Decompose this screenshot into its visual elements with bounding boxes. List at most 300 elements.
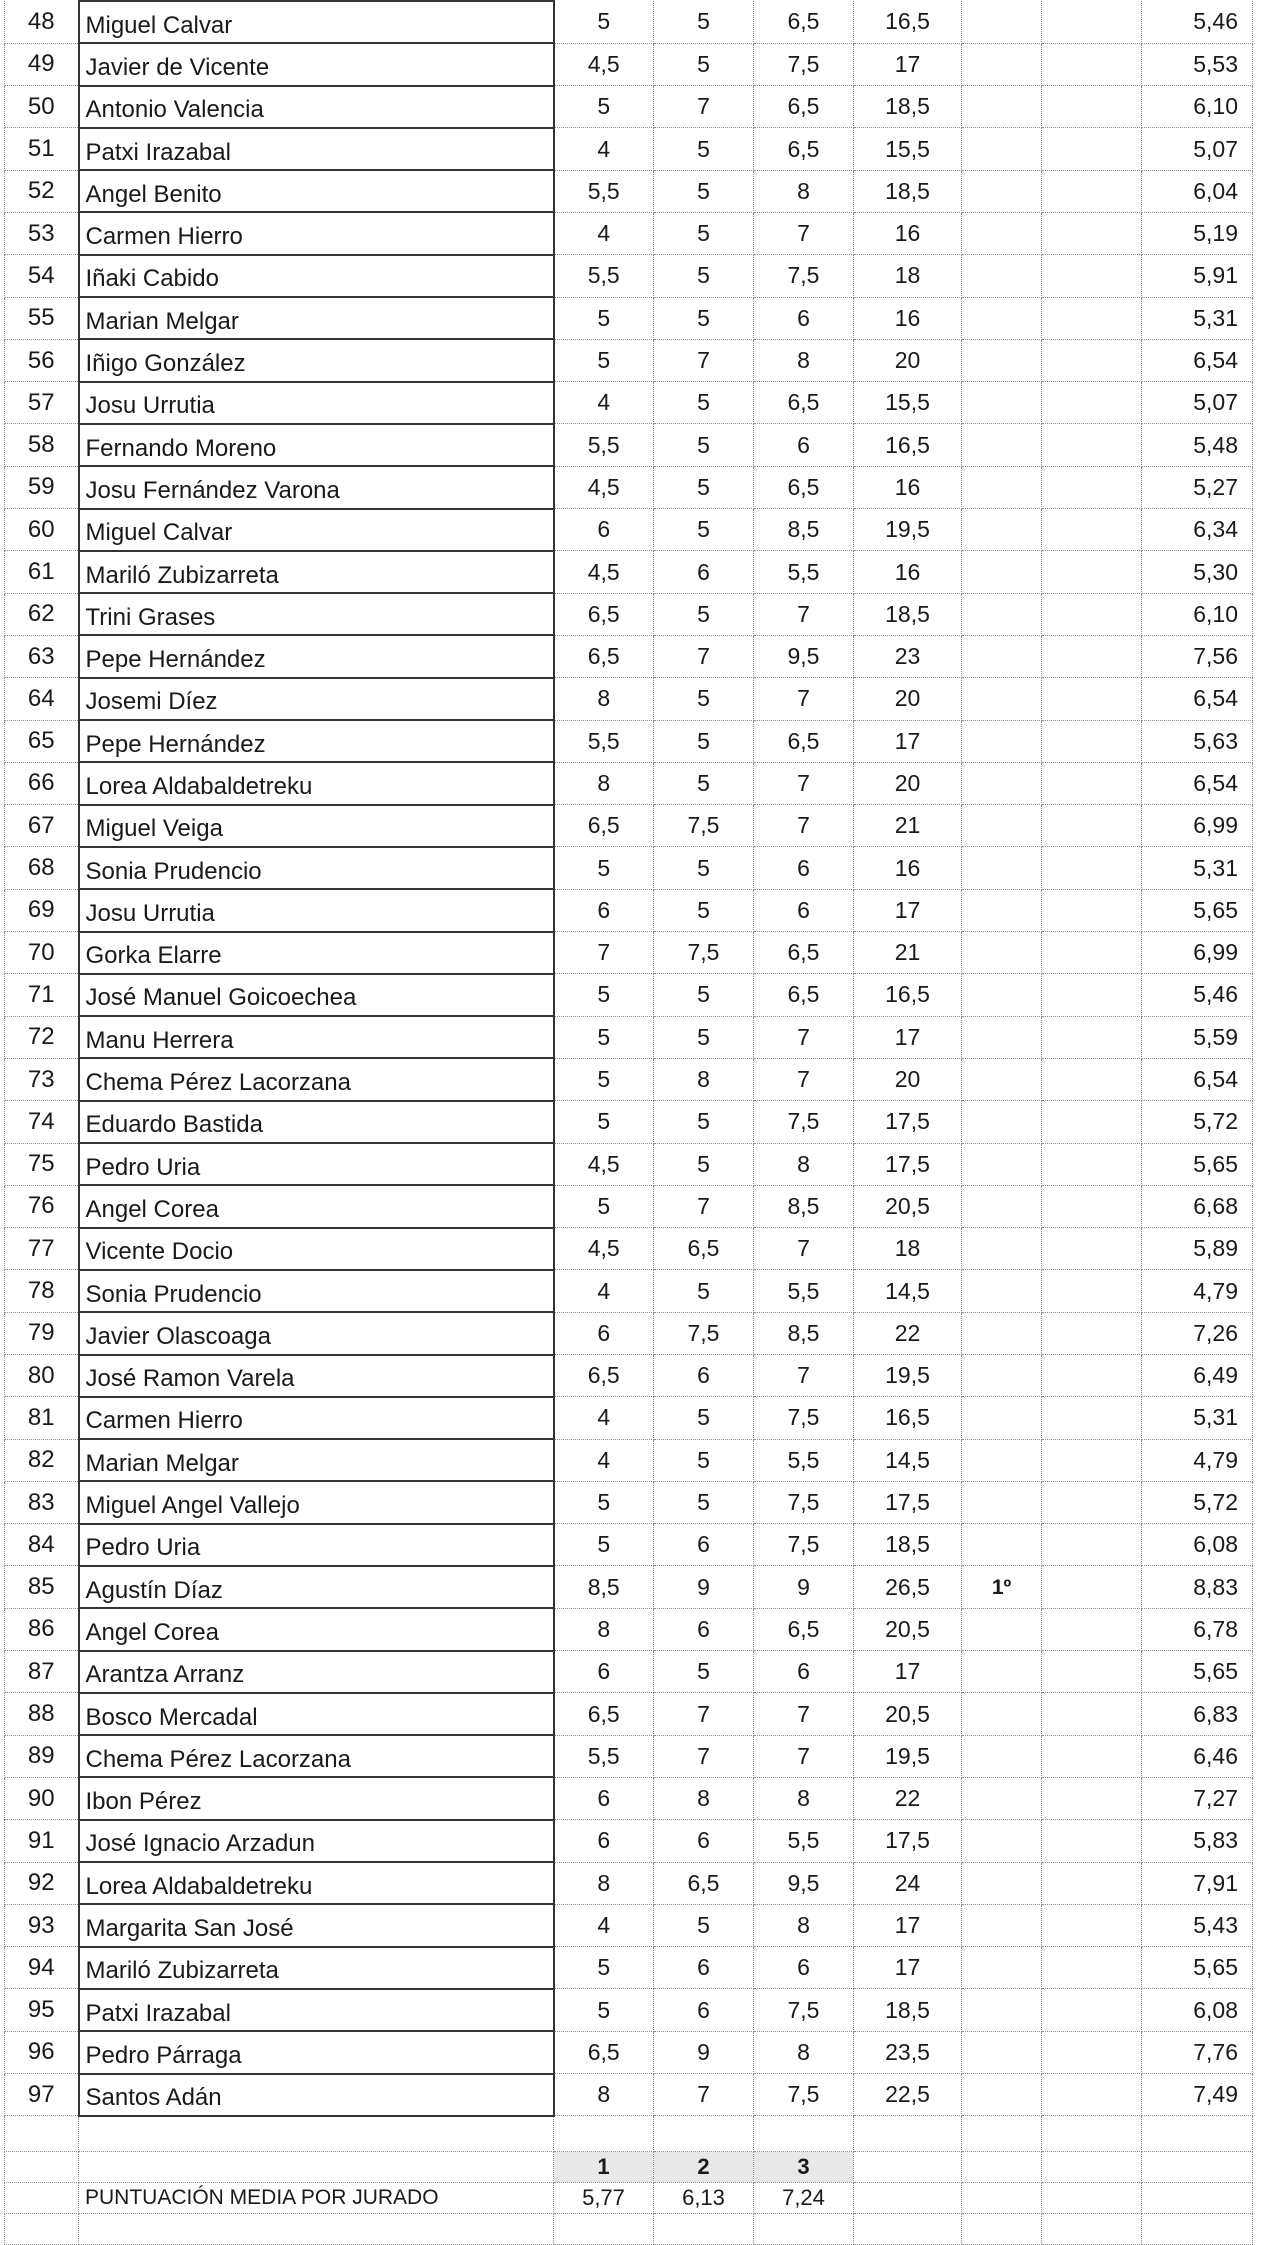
average-score: 5,43 (1142, 1904, 1253, 1946)
participant-name: Iñigo González (79, 339, 554, 381)
jury-3-score: 9,5 (754, 1862, 854, 1904)
empty-cell (1042, 1862, 1142, 1904)
jury-2-score: 5 (654, 1101, 754, 1143)
total-score: 21 (854, 805, 962, 847)
empty-cell (1042, 847, 1142, 889)
total-score: 20,5 (854, 1608, 962, 1650)
jury-1-score: 5 (554, 1016, 654, 1058)
participant-name: Mariló Zubizarreta (79, 551, 554, 593)
empty-cell (1042, 1608, 1142, 1650)
jury-1-score: 5 (554, 974, 654, 1016)
total-score: 16 (854, 212, 962, 254)
average-score: 5,31 (1142, 297, 1253, 339)
table-row (5, 1820, 1253, 1862)
prize-mark (962, 1989, 1042, 2031)
jury-3-score: 8 (754, 1777, 854, 1819)
prize-mark (962, 297, 1042, 339)
prize-mark (962, 2074, 1042, 2116)
total-score: 16 (854, 551, 962, 593)
prize-mark (962, 635, 1042, 677)
average-score: 6,04 (1142, 170, 1253, 212)
jury-3-score: 8,5 (754, 1312, 854, 1354)
average-score: 6,34 (1142, 509, 1253, 551)
entry-number: 73 (5, 1058, 79, 1100)
participant-name: Arantza Arranz (79, 1651, 554, 1693)
table-row (5, 1566, 1253, 1608)
jury-2-score: 6 (654, 1947, 754, 1989)
jury-3-score: 6 (754, 847, 854, 889)
total-score: 20 (854, 762, 962, 804)
jury-2-score: 6 (654, 1820, 754, 1862)
participant-name: Josu Urrutia (79, 382, 554, 424)
prize-mark (962, 1524, 1042, 1566)
jury-2-score: 5 (654, 678, 754, 720)
jury-3-score: 6,5 (754, 932, 854, 974)
jury-3-score: 5,5 (754, 1820, 854, 1862)
jury-2-score: 5 (654, 1143, 754, 1185)
participant-name: Margarita San José (79, 1904, 554, 1946)
participant-name: Josu Fernández Varona (79, 466, 554, 508)
jury-1-score: 5 (554, 1989, 654, 2031)
jury-1-score: 8 (554, 2074, 654, 2116)
prize-mark (962, 1904, 1042, 1946)
empty-cell (1042, 466, 1142, 508)
participant-name: Miguel Veiga (79, 805, 554, 847)
average-score: 7,49 (1142, 2074, 1253, 2116)
entry-number: 80 (5, 1355, 79, 1397)
entry-number: 81 (5, 1397, 79, 1439)
average-score: 5,65 (1142, 889, 1253, 931)
prize-mark (962, 1693, 1042, 1735)
jury-3-score: 7,5 (754, 43, 854, 85)
participant-name: Patxi Irazabal (79, 1989, 554, 2031)
prize-mark (962, 1101, 1042, 1143)
table-row (5, 1016, 1253, 1058)
participant-name: Javier de Vicente (79, 43, 554, 85)
jury-1-score: 5,5 (554, 1735, 654, 1777)
average-score: 5,30 (1142, 551, 1253, 593)
empty-cell (1042, 424, 1142, 466)
total-score: 23,5 (854, 2031, 962, 2073)
jury-3-score: 6,5 (754, 128, 854, 170)
table-row (5, 678, 1253, 720)
table-row (5, 424, 1253, 466)
average-score: 5,91 (1142, 255, 1253, 297)
total-score: 17 (854, 1651, 962, 1693)
jury-2-score: 5 (654, 847, 754, 889)
average-score: 6,10 (1142, 86, 1253, 128)
average-score: 5,65 (1142, 1947, 1253, 1989)
empty-cell (1042, 974, 1142, 1016)
jury-1-score: 6 (554, 889, 654, 931)
empty-cell (1042, 2074, 1142, 2116)
total-score: 14,5 (854, 1270, 962, 1312)
jury-2-score: 5 (654, 889, 754, 931)
empty-cell (1042, 509, 1142, 551)
average-score: 5,46 (1142, 974, 1253, 1016)
jury-1-score: 5 (554, 1524, 654, 1566)
prize-mark (962, 1228, 1042, 1270)
jury-1-score: 5 (554, 86, 654, 128)
participant-name: Lorea Aldabaldetreku (79, 762, 554, 804)
participant-name: Josemi Díez (79, 678, 554, 720)
total-score: 22 (854, 1777, 962, 1819)
empty-cell (1042, 678, 1142, 720)
jury-2-score: 5 (654, 1397, 754, 1439)
jury-1-score: 5 (554, 1481, 654, 1523)
jury-average-label: PUNTUACIÓN MEDIA POR JURADO (79, 2182, 554, 2213)
table-row (5, 86, 1253, 128)
jury-1-score: 4,5 (554, 43, 654, 85)
entry-number: 52 (5, 170, 79, 212)
total-score: 19,5 (854, 1355, 962, 1397)
entry-number: 85 (5, 1566, 79, 1608)
average-score: 5,46 (1142, 1, 1253, 43)
table-row (5, 1989, 1253, 2031)
empty-cell (1042, 1439, 1142, 1481)
total-score: 20 (854, 1058, 962, 1100)
entry-number: 90 (5, 1777, 79, 1819)
jury-2-score: 5 (654, 1270, 754, 1312)
participant-name: Chema Pérez Lacorzana (79, 1058, 554, 1100)
table-row (5, 509, 1253, 551)
jury-2-score: 5 (654, 1439, 754, 1481)
entry-number: 74 (5, 1101, 79, 1143)
jury-2-score: 8 (654, 1777, 754, 1819)
table-row (5, 1101, 1253, 1143)
jury-1-score: 5 (554, 1185, 654, 1227)
table-row (5, 255, 1253, 297)
prize-mark (962, 762, 1042, 804)
average-score: 5,07 (1142, 382, 1253, 424)
table-row (5, 2031, 1253, 2073)
entry-number: 58 (5, 424, 79, 466)
score-rows (5, 1, 1253, 2116)
jury-1-score: 4 (554, 1270, 654, 1312)
average-score: 5,31 (1142, 1397, 1253, 1439)
jury-2-score: 6 (654, 1608, 754, 1650)
spacer-row (5, 2116, 1253, 2152)
jury-1-score: 6,5 (554, 593, 654, 635)
entry-number: 97 (5, 2074, 79, 2116)
jury-1-score: 5 (554, 1, 654, 43)
jury-3-score: 5,5 (754, 1270, 854, 1312)
prize-mark (962, 1397, 1042, 1439)
entry-number: 50 (5, 86, 79, 128)
jury-2-score: 5 (654, 255, 754, 297)
jury-1-score: 4 (554, 212, 654, 254)
jury-3-score: 6 (754, 297, 854, 339)
table-row (5, 1481, 1253, 1523)
average-score: 5,07 (1142, 128, 1253, 170)
jury-1-score: 5 (554, 297, 654, 339)
participant-name: José Ignacio Arzadun (79, 1820, 554, 1862)
jury-2-score: 9 (654, 1566, 754, 1608)
jury-3-score: 7 (754, 1355, 854, 1397)
total-score: 16 (854, 847, 962, 889)
empty-cell (1042, 1820, 1142, 1862)
jury-3-score: 5,5 (754, 1439, 854, 1481)
prize-mark (962, 1143, 1042, 1185)
participant-name: Pepe Hernández (79, 720, 554, 762)
entry-number: 66 (5, 762, 79, 804)
empty-cell (1042, 720, 1142, 762)
total-score: 18,5 (854, 593, 962, 635)
participant-name: Chema Pérez Lacorzana (79, 1735, 554, 1777)
jury-1-score: 6 (554, 1312, 654, 1354)
empty-cell (1042, 1651, 1142, 1693)
jury-1-score: 6,5 (554, 1355, 654, 1397)
empty-cell (1042, 297, 1142, 339)
jury-3-score: 7 (754, 805, 854, 847)
participant-name: Agustín Díaz (79, 1566, 554, 1608)
empty-cell (1042, 2031, 1142, 2073)
entry-number: 49 (5, 43, 79, 85)
jury-1-score: 4 (554, 1397, 654, 1439)
total-score: 17,5 (854, 1481, 962, 1523)
jury-2-score: 5 (654, 212, 754, 254)
empty-cell (1042, 1989, 1142, 2031)
participant-name: Miguel Calvar (79, 509, 554, 551)
entry-number: 65 (5, 720, 79, 762)
empty-cell (1042, 1735, 1142, 1777)
prize-mark (962, 1735, 1042, 1777)
jury-1-score: 6,5 (554, 1693, 654, 1735)
prize-mark (962, 1312, 1042, 1354)
participant-name: Gorka Elarre (79, 932, 554, 974)
jury-3-score: 7,5 (754, 1101, 854, 1143)
entry-number: 88 (5, 1693, 79, 1735)
table-row (5, 889, 1253, 931)
entry-number: 56 (5, 339, 79, 381)
empty-cell (1042, 382, 1142, 424)
prize-mark (962, 1270, 1042, 1312)
jury-2-score: 5 (654, 1016, 754, 1058)
average-score: 6,54 (1142, 678, 1253, 720)
entry-number: 77 (5, 1228, 79, 1270)
entry-number: 62 (5, 593, 79, 635)
empty-cell (1042, 1777, 1142, 1819)
entry-number: 57 (5, 382, 79, 424)
total-score: 18,5 (854, 86, 962, 128)
total-score: 17 (854, 1016, 962, 1058)
jury-1-score: 5 (554, 1058, 654, 1100)
jury-3-score: 8 (754, 339, 854, 381)
average-score: 6,08 (1142, 1989, 1253, 2031)
jury-3-score: 7 (754, 1058, 854, 1100)
entry-number: 48 (5, 1, 79, 43)
jury-2-score: 5 (654, 297, 754, 339)
average-score: 6,78 (1142, 1608, 1253, 1650)
participant-name: Marian Melgar (79, 297, 554, 339)
jury-header-3: 3 (754, 2151, 854, 2182)
table-row (5, 932, 1253, 974)
empty-cell (1042, 1947, 1142, 1989)
participant-name: Angel Corea (79, 1185, 554, 1227)
table-row (5, 847, 1253, 889)
entry-number: 69 (5, 889, 79, 931)
participant-name: Bosco Mercadal (79, 1693, 554, 1735)
empty-cell (1042, 1481, 1142, 1523)
jury-2-score: 7 (654, 1693, 754, 1735)
total-score: 18 (854, 1228, 962, 1270)
jury-3-score: 8 (754, 170, 854, 212)
total-score: 18,5 (854, 170, 962, 212)
prize-mark (962, 212, 1042, 254)
total-score: 20,5 (854, 1693, 962, 1735)
empty-cell (1042, 86, 1142, 128)
average-score: 5,65 (1142, 1651, 1253, 1693)
participant-name: Trini Grases (79, 593, 554, 635)
empty-cell (1042, 889, 1142, 931)
participant-name: Josu Urrutia (79, 889, 554, 931)
total-score: 19,5 (854, 509, 962, 551)
total-score: 19,5 (854, 1735, 962, 1777)
jury-1-score: 5 (554, 847, 654, 889)
average-score: 6,49 (1142, 1355, 1253, 1397)
prize-mark (962, 678, 1042, 720)
jury-2-score: 5 (654, 509, 754, 551)
entry-number: 93 (5, 1904, 79, 1946)
empty-cell (1042, 1228, 1142, 1270)
total-score: 22,5 (854, 2074, 962, 2116)
jury-2-score: 5 (654, 170, 754, 212)
jury-3-score: 6,5 (754, 86, 854, 128)
jury-2-score: 5 (654, 1481, 754, 1523)
average-score: 7,27 (1142, 1777, 1253, 1819)
entry-number: 67 (5, 805, 79, 847)
jury-1-score: 4,5 (554, 466, 654, 508)
table-row (5, 1735, 1253, 1777)
average-score: 7,91 (1142, 1862, 1253, 1904)
jury-2-score: 7,5 (654, 1312, 754, 1354)
total-score: 17 (854, 889, 962, 931)
jury-1-score: 5,5 (554, 424, 654, 466)
average-score: 6,08 (1142, 1524, 1253, 1566)
table-row (5, 1185, 1253, 1227)
entry-number: 54 (5, 255, 79, 297)
prize-mark (962, 1355, 1042, 1397)
participant-name: Carmen Hierro (79, 212, 554, 254)
jury-1-score: 5,5 (554, 170, 654, 212)
jury-header-row (5, 2151, 1253, 2182)
average-score: 7,56 (1142, 635, 1253, 677)
average-score: 5,72 (1142, 1101, 1253, 1143)
table-row (5, 297, 1253, 339)
jury-1-score: 4,5 (554, 551, 654, 593)
table-row (5, 1693, 1253, 1735)
entry-number: 71 (5, 974, 79, 1016)
jury-3-score: 7,5 (754, 1397, 854, 1439)
prize-mark (962, 1058, 1042, 1100)
average-score: 6,99 (1142, 805, 1253, 847)
total-score: 17,5 (854, 1101, 962, 1143)
prize-mark (962, 86, 1042, 128)
jury-2-score: 7 (654, 339, 754, 381)
empty-cell (1042, 805, 1142, 847)
prize-mark (962, 1862, 1042, 1904)
empty-cell (1042, 551, 1142, 593)
average-score: 6,68 (1142, 1185, 1253, 1227)
empty-cell (1042, 128, 1142, 170)
jury-3-score: 7,5 (754, 1989, 854, 2031)
prize-mark (962, 1947, 1042, 1989)
total-score: 24 (854, 1862, 962, 1904)
average-score: 4,79 (1142, 1439, 1253, 1481)
total-score: 15,5 (854, 382, 962, 424)
total-score: 18 (854, 255, 962, 297)
jury-3-score: 6,5 (754, 466, 854, 508)
entry-number: 70 (5, 932, 79, 974)
jury-3-score: 7 (754, 1228, 854, 1270)
average-score: 5,31 (1142, 847, 1253, 889)
table-row (5, 43, 1253, 85)
participant-name: Vicente Docio (79, 1228, 554, 1270)
participant-name: Carmen Hierro (79, 1397, 554, 1439)
jury-3-score: 9 (754, 1566, 854, 1608)
average-score: 5,27 (1142, 466, 1253, 508)
jury-1-score: 4 (554, 1904, 654, 1946)
jury-3-score: 7,5 (754, 1481, 854, 1523)
table-row (5, 1947, 1253, 1989)
average-score: 6,99 (1142, 932, 1253, 974)
total-score: 17 (854, 1947, 962, 1989)
prize-mark (962, 847, 1042, 889)
prize-mark (962, 889, 1042, 931)
entry-number: 59 (5, 466, 79, 508)
entry-number: 64 (5, 678, 79, 720)
prize-mark (962, 43, 1042, 85)
participant-name: Fernando Moreno (79, 424, 554, 466)
table-footer (5, 2116, 1253, 2245)
average-score: 6,54 (1142, 339, 1253, 381)
empty-cell (1042, 1016, 1142, 1058)
jury-3-score: 7,5 (754, 255, 854, 297)
table-row (5, 805, 1253, 847)
entry-number: 92 (5, 1862, 79, 1904)
prize-mark (962, 339, 1042, 381)
jury-3-score: 8 (754, 1904, 854, 1946)
participant-name: Pedro Párraga (79, 2031, 554, 2073)
empty-cell (1042, 932, 1142, 974)
jury-2-score: 6 (654, 1524, 754, 1566)
jury-3-score: 9,5 (754, 635, 854, 677)
entry-number: 51 (5, 128, 79, 170)
table-row (5, 128, 1253, 170)
jury-3-score: 7 (754, 1693, 854, 1735)
average-score: 5,72 (1142, 1481, 1253, 1523)
jury-1-score: 5,5 (554, 255, 654, 297)
prize-mark (962, 932, 1042, 974)
participant-name: Angel Corea (79, 1608, 554, 1650)
entry-number: 82 (5, 1439, 79, 1481)
participant-name: Pepe Hernández (79, 635, 554, 677)
jury-1-score: 8,5 (554, 1566, 654, 1608)
average-score: 5,19 (1142, 212, 1253, 254)
jury-3-score: 6,5 (754, 382, 854, 424)
table-row (5, 1270, 1253, 1312)
entry-number: 78 (5, 1270, 79, 1312)
jury-3-score: 6,5 (754, 1, 854, 43)
participant-name: Lorea Aldabaldetreku (79, 1862, 554, 1904)
table-row (5, 2074, 1253, 2116)
empty-cell (1042, 1185, 1142, 1227)
jury-1-score: 8 (554, 678, 654, 720)
jury-2-score: 5 (654, 762, 754, 804)
jury-1-score: 8 (554, 762, 654, 804)
total-score: 17,5 (854, 1820, 962, 1862)
average-score: 5,83 (1142, 1820, 1253, 1862)
